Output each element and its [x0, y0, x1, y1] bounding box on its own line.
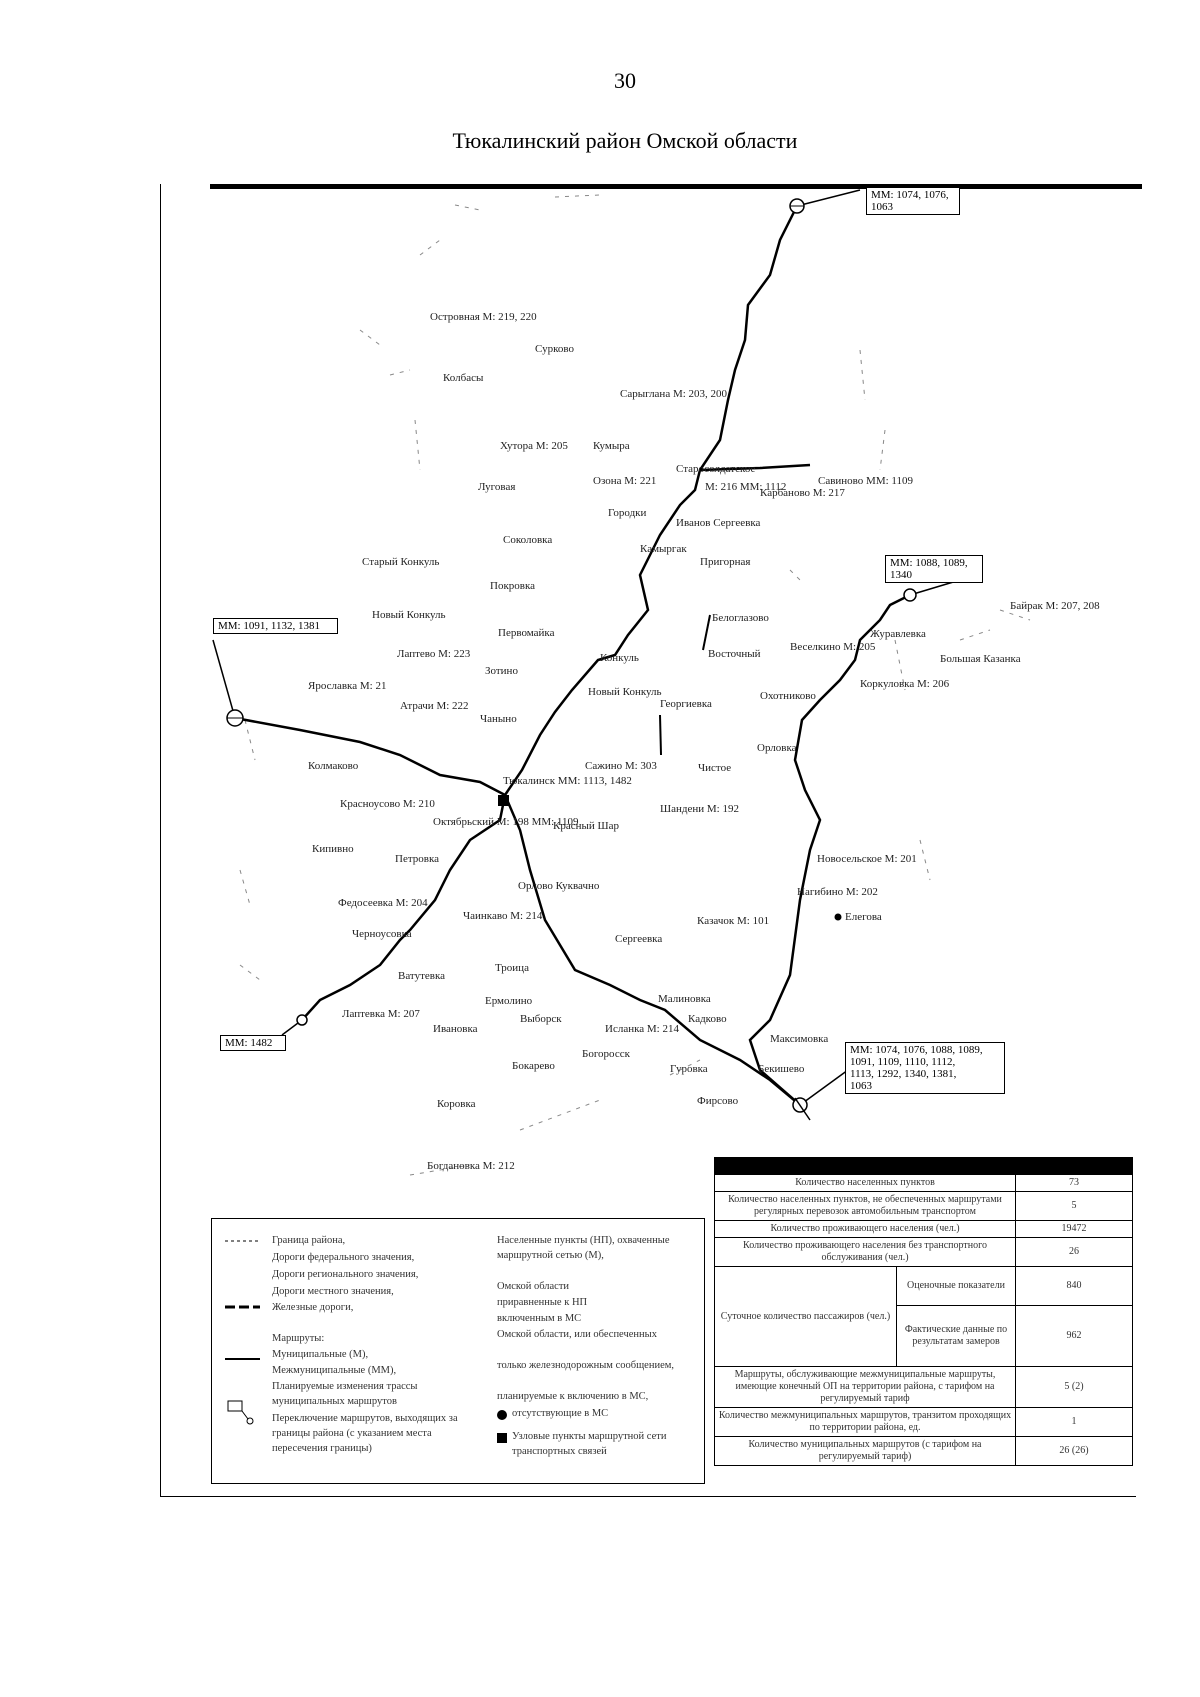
- table-cell-label: Оценочные показатели: [897, 1267, 1016, 1306]
- route-box-southeast: ММ: 1074, 1076, 1088, 1089, 1091, 1109, 1110, 1112, 1113, 1292, 1340, 1381, 1063: [845, 1042, 1005, 1094]
- settlement-label: Гуровка: [670, 1063, 708, 1075]
- table-cell-value: 962: [1016, 1306, 1133, 1367]
- table-cell-label: Фактические данные по результатам замеров: [897, 1306, 1016, 1367]
- table-cell-label: Количество проживающего населения (чел.): [715, 1221, 1016, 1238]
- crossing-southwest: [297, 1015, 307, 1025]
- table-header-row: [715, 1158, 1133, 1175]
- settlement-label: Старосолдатское: [676, 463, 756, 475]
- legend-label: Дороги регионального значения,: [272, 1269, 419, 1280]
- settlement-label: Максимовка: [770, 1033, 829, 1045]
- settlement-label: Зотино: [485, 665, 518, 677]
- settlement-label: Коркуловка М: 206: [860, 678, 950, 690]
- legend-label: Узловые пункты маршрутной сети транспортных связей: [512, 1431, 667, 1457]
- route-box-north: ММ: 1074, 1076, 1063: [866, 187, 960, 215]
- settlement-label: Коровка: [437, 1098, 476, 1110]
- map-legend: [211, 1218, 705, 1484]
- settlement-label: Тюкалинск ММ: 1113, 1482: [503, 775, 632, 787]
- settlement-label: Городки: [608, 507, 647, 519]
- settlement-label: Колмаково: [308, 760, 359, 772]
- legend-label: Планируемые изменения трассы муниципальных маршрутов: [272, 1381, 418, 1407]
- settlement-label: Фирсово: [697, 1095, 739, 1107]
- settlement-label: Пригорная: [700, 556, 751, 568]
- settlement-label: Сурково: [535, 343, 574, 355]
- settlement-label: Чаныно: [480, 713, 517, 725]
- settlement-label: М: 216 ММ: 1112: [705, 481, 787, 493]
- table-cell-value: 26: [1016, 1238, 1133, 1267]
- table-row: [715, 1175, 1133, 1192]
- route-box-west: ММ: 1091, 1132, 1381: [213, 618, 338, 634]
- settlement-label: Островная М: 219, 220: [430, 311, 537, 323]
- table-cell-label: Количество проживающего населения без транспортного обслуживания (чел.): [715, 1238, 1016, 1267]
- table-cell-label: Количество населенных пунктов: [715, 1175, 1016, 1192]
- settlement-label: Ермолино: [485, 995, 533, 1007]
- route-box-east: ММ: 1088, 1089, 1340: [885, 555, 983, 583]
- legend-label: Населенные пункты (НП), охваченные маршрутной сетью (М),: [497, 1235, 670, 1261]
- local-road-2: [660, 715, 661, 755]
- legend-label: Омской области: [497, 1281, 570, 1292]
- settlement-label: Черноусовка: [352, 928, 412, 940]
- settlement-label: Нагибино М: 202: [797, 886, 878, 898]
- table-cell-label: Количество межмуниципальных маршрутов, транзитом проходящих по территории района, ед.: [715, 1408, 1016, 1437]
- settlement-label: Покровка: [490, 580, 536, 592]
- settlement-label: Выборск: [520, 1013, 562, 1025]
- route-main-north: [505, 206, 797, 795]
- route-west: [235, 718, 505, 795]
- table-cell-label: Количество муниципальных маршрутов (с тарифом на регулируемый тариф): [715, 1437, 1016, 1466]
- settlement-label: Казачок М: 101: [697, 915, 770, 927]
- settlement-label: Лаптевка М: 207: [342, 1008, 420, 1020]
- statistics-table: [714, 1157, 1133, 1466]
- settlement-label: Большая Казанка: [940, 653, 1021, 665]
- settlement-label: Сергеевка: [615, 933, 663, 945]
- settlement-label: Хутора М: 205: [500, 440, 568, 452]
- legend-label: только железнодорожным сообщением,: [497, 1360, 674, 1371]
- table-row: [715, 1437, 1133, 1466]
- settlement-label: Кумыра: [593, 440, 630, 452]
- settlement-label: Октябрьский М: 198 ММ: 1109: [433, 816, 579, 828]
- settlement-label: Конкуль: [600, 652, 639, 664]
- settlement-label: Елегова: [845, 911, 882, 923]
- settlement-label: Белоглазово: [712, 612, 769, 624]
- settlement-label: Богдановка М: 212: [427, 1160, 515, 1172]
- legend-label: планируемые к включению в МС,: [497, 1391, 649, 1402]
- table-row: [715, 1238, 1133, 1267]
- settlement-label: Малиновка: [658, 993, 711, 1005]
- table-cell-value: 1: [1016, 1408, 1133, 1437]
- settlement-label: Кипивно: [312, 843, 354, 855]
- settlement-label: Красноусово М: 210: [340, 798, 435, 810]
- legend-label: Маршруты:: [272, 1333, 325, 1344]
- settlement-label: Кадково: [688, 1013, 727, 1025]
- legend-label: Железные дороги,: [272, 1302, 354, 1313]
- table-row: [715, 1192, 1133, 1221]
- table-cell-value: 840: [1016, 1267, 1133, 1306]
- settlement-label: Байрак М: 207, 208: [1010, 600, 1100, 612]
- legend-label: Переключение маршрутов, выходящих за границы района (с указанием места пересечения границы): [272, 1413, 458, 1454]
- settlement-label: Первомайка: [498, 627, 555, 639]
- settlement-label: Шандени М: 192: [660, 803, 739, 815]
- settlement-label: Восточный: [708, 648, 761, 660]
- settlement-label: Камыргак: [640, 543, 687, 555]
- table-cell-value: 5: [1016, 1192, 1133, 1221]
- local-road-1: [703, 615, 710, 650]
- leader-west: [213, 640, 235, 718]
- hub-square-tyukalinsk: [498, 795, 509, 806]
- table-cell-value: 73: [1016, 1175, 1133, 1192]
- dot-elegova: [835, 914, 842, 921]
- legend-label: Дороги местного значения,: [272, 1286, 394, 1297]
- settlement-label: Савиново ММ: 1109: [818, 475, 914, 487]
- settlement-label: Орлово Куквачно: [518, 880, 600, 892]
- table-cell-label: Количество населенных пунктов, не обеспеченных маршрутами регулярных перевозок автомобильным транспортом: [715, 1192, 1016, 1221]
- legend-label: Муниципальные (М),: [272, 1349, 369, 1360]
- settlement-label: Сарыглана М: 203, 200: [620, 388, 728, 400]
- settlement-label: Ярославка М: 21: [308, 680, 387, 692]
- settlement-label: Бокарево: [512, 1060, 555, 1072]
- settlement-label: Лаптево М: 223: [397, 648, 471, 660]
- table-cell-value: 19472: [1016, 1221, 1133, 1238]
- settlement-label: Журавлевка: [870, 628, 926, 640]
- settlement-label: Ватутевка: [398, 970, 446, 982]
- settlement-label: Соколовка: [503, 534, 553, 546]
- settlement-label: Орловка: [757, 742, 797, 754]
- legend-label: включенным в МС: [497, 1313, 582, 1324]
- settlement-label: Карбаново М: 217: [760, 487, 845, 499]
- settlement-label: Сажино М: 303: [585, 760, 657, 772]
- settlement-label: Новый Конкуль: [588, 686, 662, 698]
- settlement-label: Исланка М: 214: [605, 1023, 679, 1035]
- settlement-label: Троица: [495, 962, 529, 974]
- settlement-label: Колбасы: [443, 372, 484, 384]
- table-cell-label: Маршруты, обслуживающие межмуниципальные маршруты, имеющие конечный ОП на территории района, с тарифом на регулируемый тариф: [715, 1367, 1016, 1408]
- legend-label: Межмуниципальные (ММ),: [272, 1365, 397, 1376]
- table-cell-value: 5 (2): [1016, 1367, 1133, 1408]
- settlement-label: Красный Шар: [553, 820, 619, 832]
- legend-square-icon: [497, 1433, 507, 1443]
- page-title: Тюкалинский район Омской области: [452, 128, 798, 153]
- legend-label: отсутствующие в МС: [512, 1408, 609, 1419]
- crossing-east: [904, 589, 916, 601]
- settlement-label: Богоросск: [582, 1048, 630, 1060]
- settlement-label: Чистое: [698, 762, 732, 774]
- legend-label: Омской области, или обеспеченных: [497, 1329, 657, 1340]
- settlement-label: Новосельское М: 201: [817, 853, 917, 865]
- settlement-label: Ивановка: [433, 1023, 478, 1035]
- table-row: [715, 1408, 1133, 1437]
- settlement-label: Петровка: [395, 853, 440, 865]
- legend-label: приравненные к НП: [497, 1297, 588, 1308]
- settlement-label: Старый Конкуль: [362, 556, 440, 568]
- settlement-label: Иванов Сергеевка: [676, 517, 761, 529]
- table-row: [715, 1367, 1133, 1408]
- legend-label: Граница района,: [272, 1235, 346, 1246]
- legend-dot-icon: [497, 1410, 507, 1420]
- settlement-label: Георгиевка: [660, 698, 712, 710]
- settlement-label: Веселкино М: 205: [790, 641, 876, 653]
- settlement-label: Федосеевка М: 204: [338, 897, 428, 909]
- legend-symbols: [220, 1229, 280, 1459]
- leader-north: [797, 190, 860, 206]
- route-east: [750, 595, 910, 1105]
- table-row: [715, 1221, 1133, 1238]
- settlement-label: Бекишево: [758, 1063, 805, 1075]
- page-number: 30: [614, 68, 636, 93]
- route-box-southwest: ММ: 1482: [220, 1035, 286, 1051]
- table-cell-label: Суточное количество пассажиров (чел.): [715, 1267, 897, 1367]
- settlement-label: Атрачи М: 222: [400, 700, 469, 712]
- leader-southeast: [800, 1070, 848, 1105]
- table-row: [715, 1267, 1133, 1306]
- settlement-label: Озона М: 221: [593, 475, 657, 487]
- settlement-label: Охотниково: [760, 690, 816, 702]
- settlement-label: Новый Конкуль: [372, 609, 446, 621]
- legend-label: Дороги федерального значения,: [272, 1252, 415, 1263]
- settlement-label: Чаинкаво М: 214: [463, 910, 543, 922]
- settlement-label: Луговая: [478, 481, 516, 493]
- table-cell-value: 26 (26): [1016, 1437, 1133, 1466]
